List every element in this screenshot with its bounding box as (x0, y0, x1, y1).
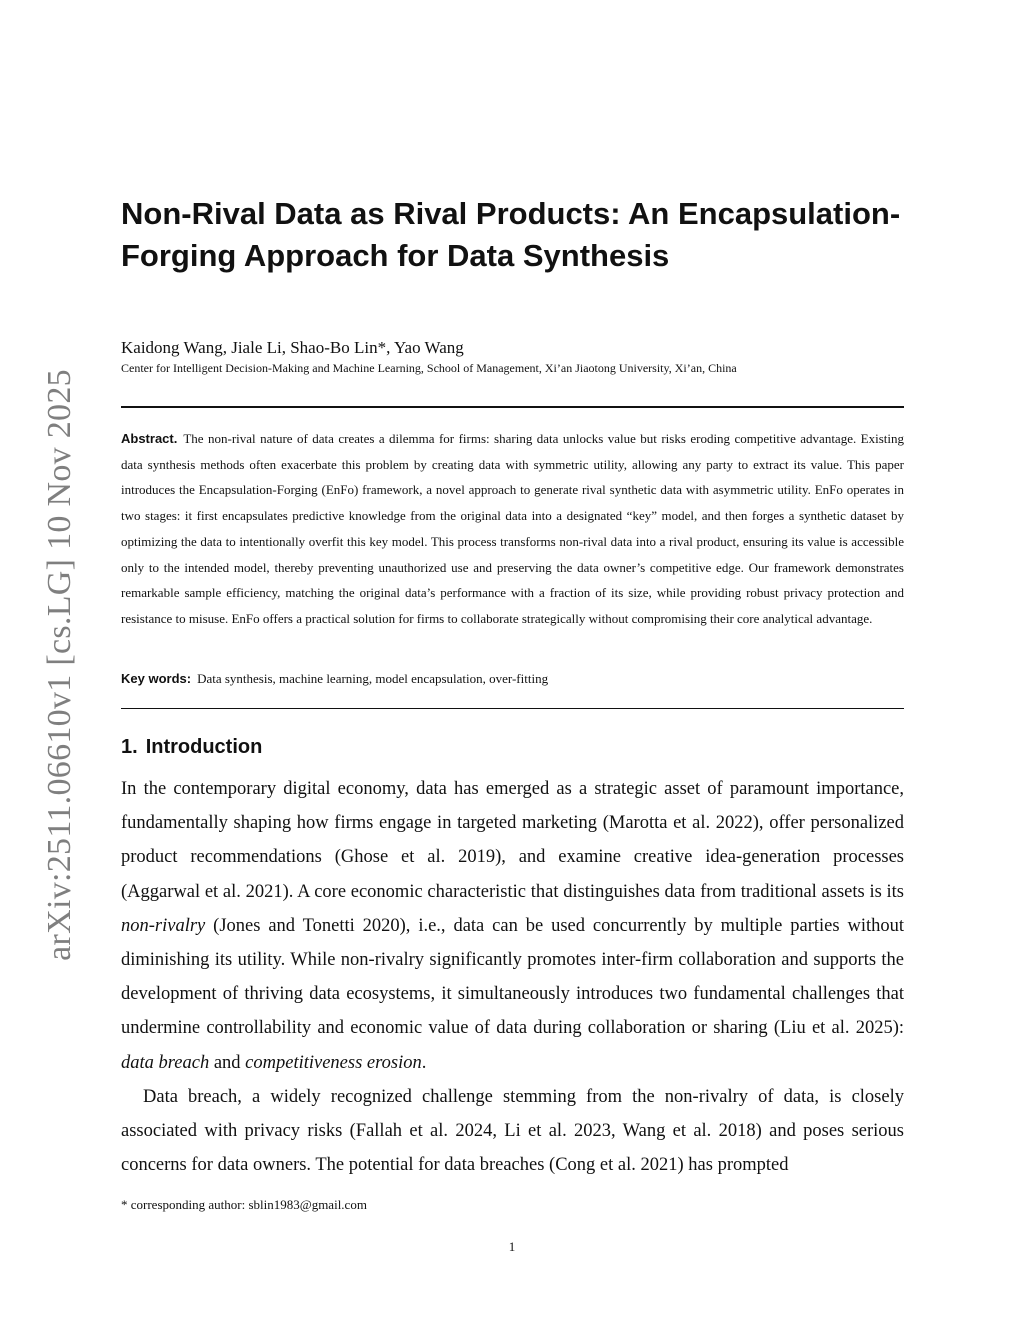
author-list: Kaidong Wang, Jiale Li, Shao-Bo Lin*, Yao Wang (121, 338, 464, 357)
keywords (121, 668, 548, 690)
paper-title: Non-Rival Data as Rival Products: An Encapsulation-Forging Approach for Data Synthesis (121, 196, 901, 273)
introduction-body (121, 772, 904, 1182)
arxiv-identifier: arXiv:2511.06610v1 [cs.LG] 10 Nov 2025 (41, 369, 78, 961)
abstract (121, 426, 904, 632)
author-affiliation: Center for Intelligent Decision-Making and Machine Learning, School of Management, Xi’an Jiaotong University, Xi’an, China (121, 361, 737, 375)
intro-paragraph-1 (121, 772, 904, 1080)
intro-p1-text-d: . (421, 1052, 427, 1073)
term-data-breach: data breach (121, 1052, 210, 1073)
abstract-bottom-divider (121, 708, 904, 709)
intro-p1-text-c: and (209, 1052, 246, 1073)
keywords-text: Data synthesis, machine learning, model encapsulation, over-fitting (197, 671, 549, 686)
footnote-corresponding-author: * corresponding author: sblin1983@gmail.com (121, 1197, 367, 1212)
keywords-label: Key words: (121, 671, 192, 686)
abstract-label: Abstract. (121, 431, 178, 446)
intro-p1-text-a: In the contemporary digital economy, data has emerged as a strategic asset of paramount importance, fundamentally shaping how firms engage in targeted marketing (Marotta et al. 2022), offer personalized product recommendations (Ghose et al. 2019), and examine creative idea-generation processes (Aggarwal et al. 2021). A core economic characteristic that distinguishes data from traditional assets is its (121, 779, 904, 902)
intro-p1-text-b: (Jones and Tonetti 2020), i.e., data can be used concurrently by multiple parties without diminishing its utility. While non-rivalry significantly promotes inter-firm collaboration and supports the development of thriving data ecosystems, it simultaneously introduces two fundamental challenges that undermine controllability and economic value of data during collaboration or sharing (Liu et al. 2025): (121, 915, 904, 1039)
abstract-text: The non-rival nature of data creates a dilemma for firms: sharing data unlocks value but risks eroding competitive advantage. Existing data synthesis methods often exacerbate this problem by creating data with symmetric utility, allowing any party to extract its value. This paper introduces the Encapsulation-Forging (EnFo) framework, a novel approach to generate rival synthetic data with asymmetric utility. EnFo operates in two stages: it first encapsulates predictive knowledge from the original data into a designated “key” model, and then forges a synthetic dataset by optimizing the data to intentionally overfit this key model. This process transforms non-rival data into a rival product, ensuring its value is accessible only to the intended model, thereby preventing unauthorized use and preserving the data owner’s competitive edge. Our framework demonstrates remarkable sample efficiency, matching the original data’s performance with a fraction of its size, while providing robust privacy protection and resistance to misuse. EnFo offers a practical solution for firms to collaborate strategically without compromising their core analytical advantage. (121, 431, 904, 626)
section-heading-introduction (121, 733, 262, 761)
intro-paragraph-2: Data breach, a widely recognized challenge stemming from the non-rivalry of data, is closely associated with privacy risks (Fallah et al. 2024, Li et al. 2023, Wang et al. 2018) and poses serious concerns for data owners. The potential for data breaches (Cong et al. 2021) has prompted (121, 1086, 904, 1176)
section-title: Introduction (145, 736, 263, 758)
section-number: 1. (121, 736, 138, 758)
term-non-rivalry: non-rivalry (121, 915, 206, 936)
term-competitiveness-erosion: competitiveness erosion (245, 1052, 422, 1073)
page-number: 1 (508, 1239, 516, 1254)
abstract-top-divider (121, 406, 904, 408)
